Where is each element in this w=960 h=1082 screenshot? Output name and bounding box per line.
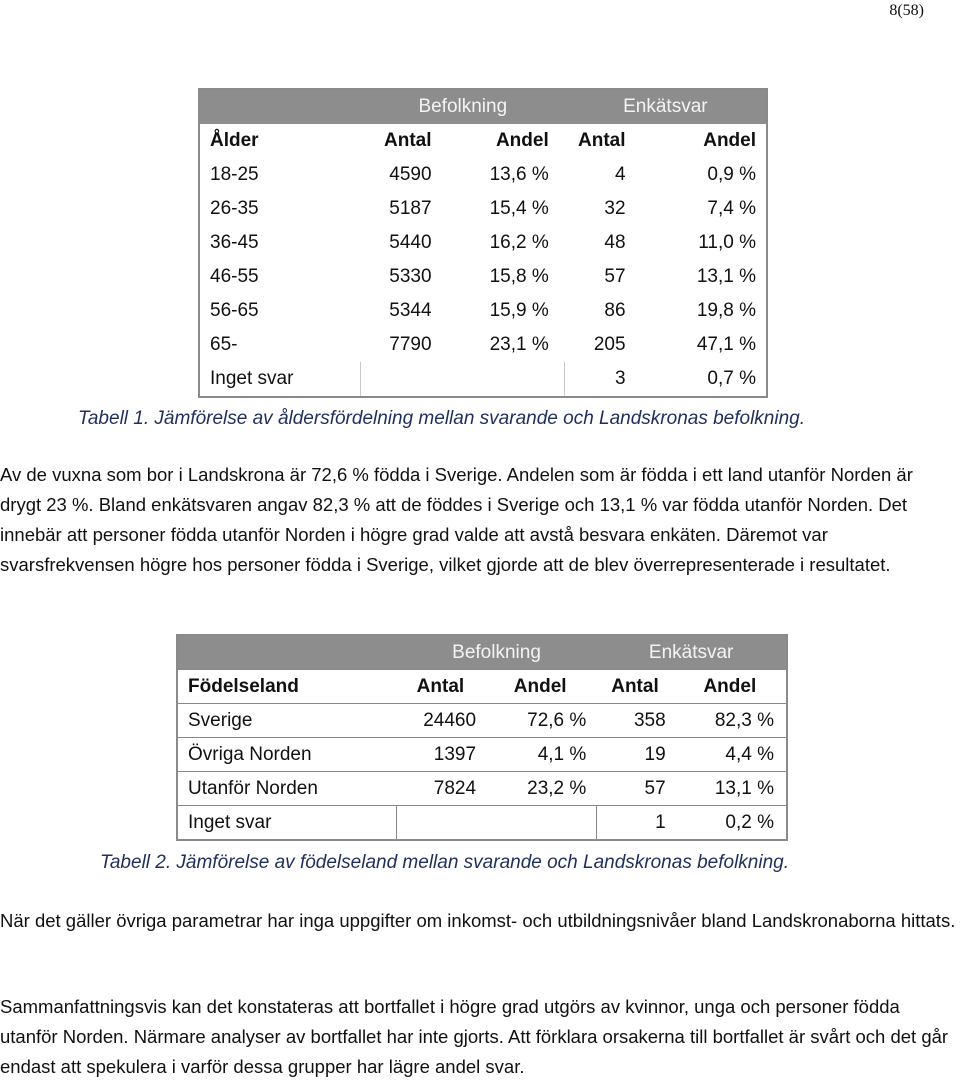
table-row	[199, 192, 767, 226]
table-row	[199, 328, 767, 362]
table-cell: 82,3 %	[674, 704, 787, 738]
table-cell: 3	[614, 368, 626, 389]
table-cell: 46-55	[210, 266, 259, 287]
table-column-header-row	[177, 670, 787, 704]
page-number: 8(58)	[889, 2, 924, 19]
table-cell: 23,1 %	[489, 334, 549, 355]
table-cell: 72,6 %	[484, 704, 596, 738]
age-distribution-table	[198, 88, 768, 398]
table-cell: 7790	[389, 334, 432, 355]
column-header: Antal	[384, 130, 432, 151]
table-cell: 23,2 %	[484, 772, 596, 806]
table-cell: 65-	[210, 334, 238, 355]
table-cell: 57	[604, 266, 626, 287]
table-cell: 36-45	[210, 232, 259, 253]
table-row	[177, 704, 787, 738]
table-row	[199, 260, 767, 294]
table-cell: 57	[596, 772, 673, 806]
table-cell: 4	[614, 164, 626, 185]
table-column-header-row	[199, 124, 767, 158]
table-cell: 7824	[397, 772, 484, 806]
table-cell: 4590	[389, 164, 432, 185]
table-cell-empty	[361, 362, 565, 397]
table-cell: 15,4 %	[489, 198, 549, 219]
table-header-cell	[177, 635, 397, 670]
table-cell: 0,7 %	[707, 368, 756, 389]
table-cell: 13,1 %	[674, 772, 787, 806]
table-cell: 56-65	[210, 300, 259, 321]
body-paragraph: Sammanfattningsvis kan det konstateras att bortfallet i högre grad utgörs av kvinnor, unga och personer födda utanför Norden. Närmare analyser av bortfallet har inte gjorts. Att förklara orsakerna till bortfallet är svårt och det går endast att spekulera i varför dessa grupper har lägre andel svar.	[0, 996, 949, 1077]
table-cell: 16,2 %	[489, 232, 549, 253]
table-cell: Inget svar	[210, 368, 294, 389]
table-cell: 1397	[397, 738, 484, 772]
table-cell: 4,4 %	[674, 738, 787, 772]
table-cell: 18-25	[210, 164, 259, 185]
table-row	[177, 806, 787, 841]
table-cell: 11,0 %	[698, 232, 756, 253]
table-cell: 86	[604, 300, 626, 321]
table-cell: 5187	[389, 198, 432, 219]
table-cell: 5330	[389, 266, 432, 287]
table-cell: 26-35	[210, 198, 259, 219]
table-header-cell	[199, 89, 361, 124]
table-row	[199, 362, 767, 397]
table-cell: 5344	[389, 300, 432, 321]
column-header: Ålder	[210, 130, 259, 151]
table-cell: 0,9 %	[707, 164, 756, 185]
column-header: Andel	[674, 670, 787, 704]
table-cell: 13,1 %	[696, 266, 756, 287]
table-group-header-row	[177, 635, 787, 670]
column-header: Andel	[495, 130, 549, 151]
table-cell: Utanför Norden	[177, 772, 397, 806]
birth-country-table	[176, 634, 788, 841]
table-cell: 15,8 %	[489, 266, 549, 287]
table-cell: 15,9 %	[489, 300, 549, 321]
table-cell: 13,6 %	[489, 164, 549, 185]
table-row	[199, 294, 767, 328]
table2-caption: Tabell 2. Jämförelse av födelseland mellan svarande och Landskronas befolkning.	[100, 852, 790, 873]
table1-caption: Tabell 1. Jämförelse av åldersfördelning mellan svarande och Landskronas befolkning.	[78, 408, 806, 429]
group-header-befolkning: Befolkning	[397, 635, 597, 670]
table-cell: 19,8 %	[696, 300, 756, 321]
table-cell: Övriga Norden	[177, 738, 397, 772]
table-cell: 0,2 %	[674, 806, 787, 841]
table-cell: 48	[604, 232, 626, 253]
table-cell: 19	[596, 738, 673, 772]
column-header: Andel	[703, 130, 756, 151]
group-header-enkatsvar: Enkätsvar	[596, 635, 787, 670]
table-group-header-row	[199, 89, 767, 124]
table-cell: Sverige	[177, 704, 397, 738]
table-row	[199, 158, 767, 192]
table-cell: 47,1 %	[696, 334, 756, 355]
table-row	[177, 772, 787, 806]
column-header: Andel	[484, 670, 596, 704]
table-cell: 358	[596, 704, 673, 738]
table-cell: 5440	[389, 232, 432, 253]
column-header: Födelseland	[177, 670, 397, 704]
group-header-befolkning: Befolkning	[361, 89, 565, 124]
body-paragraph: Av de vuxna som bor i Landskrona är 72,6 % födda i Sverige. Andelen som är födda i ett land utanför Norden är drygt 23 %. Bland enkätsvaren angav 82,3 % att de föddes i Sverige och 13,1 % var födda utanför Norden. Det innebär att personer födda utanför Norden i högre grad valde att avstå besvara enkäten. Däremot var svarsfrekvensen högre hos personer födda i Sverige, vilket gjorde att de blev överrepresenterade i resultatet.	[0, 464, 913, 575]
table-cell: 1	[596, 806, 673, 841]
column-header: Antal	[596, 670, 673, 704]
column-header: Antal	[397, 670, 484, 704]
column-header: Antal	[578, 130, 626, 151]
table-cell: 205	[593, 334, 626, 355]
table-cell: 24460	[397, 704, 484, 738]
table-cell: Inget svar	[177, 806, 397, 841]
table-row	[199, 226, 767, 260]
group-header-enkatsvar: Enkätsvar	[565, 89, 767, 124]
table-cell: 7,4 %	[707, 198, 756, 219]
body-paragraph: När det gäller övriga parametrar har inga uppgifter om inkomst- och utbildningsnivåer bland Landskronaborna hittats.	[0, 910, 956, 931]
table-row	[177, 738, 787, 772]
table-cell-empty	[397, 806, 597, 841]
table-cell: 4,1 %	[484, 738, 596, 772]
table-cell: 32	[604, 198, 626, 219]
